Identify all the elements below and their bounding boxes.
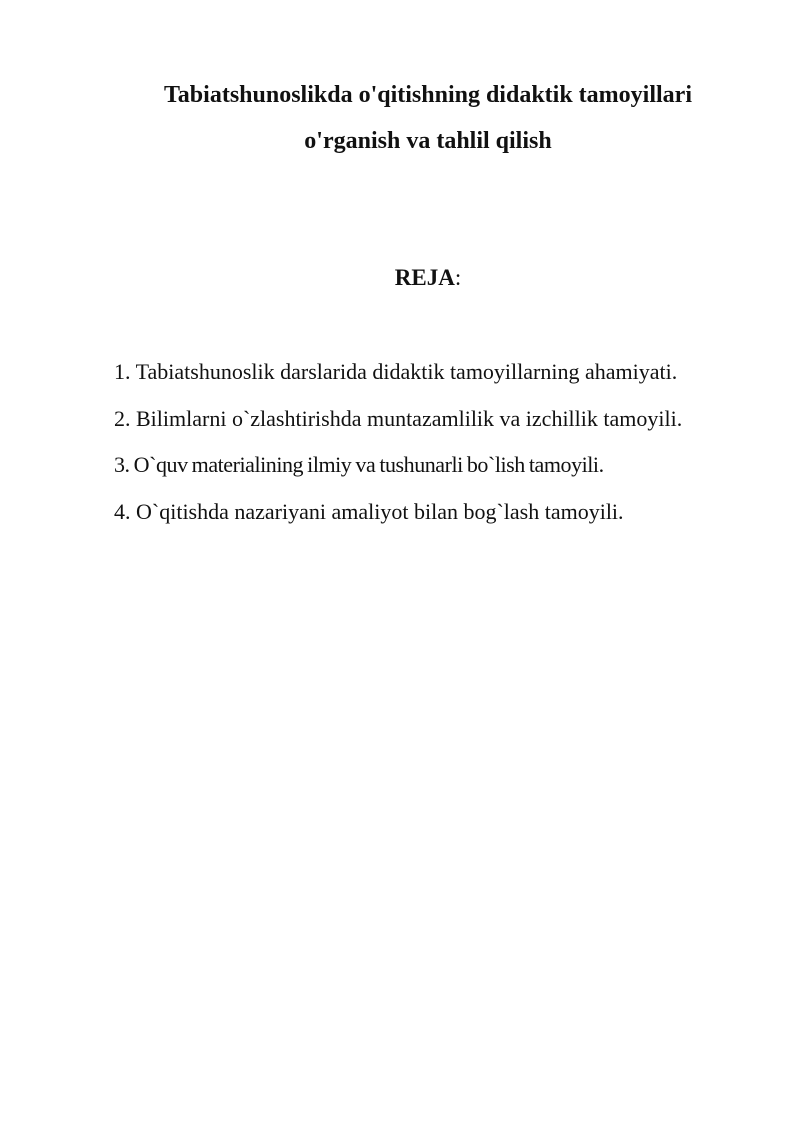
plan-item-1: 1. Tabiatshunoslik darslarida didaktik tamoyillarning ahamiyati. [114, 359, 678, 384]
plan-heading [0, 258, 800, 298]
title-line-1: Tabiatshunoslikda o'qitishning didaktik tamoyillari [164, 82, 692, 108]
plan-list [114, 349, 742, 535]
plan-heading-text: REJA [394, 265, 455, 290]
document-title [100, 72, 756, 164]
plan-item-4: 4. O`qitishda nazariyani amaliyot bilan bog`lash tamoyili. [114, 498, 624, 524]
plan-item-3: 3. O`quv materialining ilmiy va tushunarli bo`lish tamoyili. [114, 452, 604, 477]
title-line-2: o'rganish va tahlil qilish [304, 128, 552, 154]
plan-heading-colon: : [454, 265, 462, 290]
plan-item-2: 2. Bilimlarni o`zlashtirishda muntazamlilik va izchillik tamoyili. [114, 405, 683, 431]
